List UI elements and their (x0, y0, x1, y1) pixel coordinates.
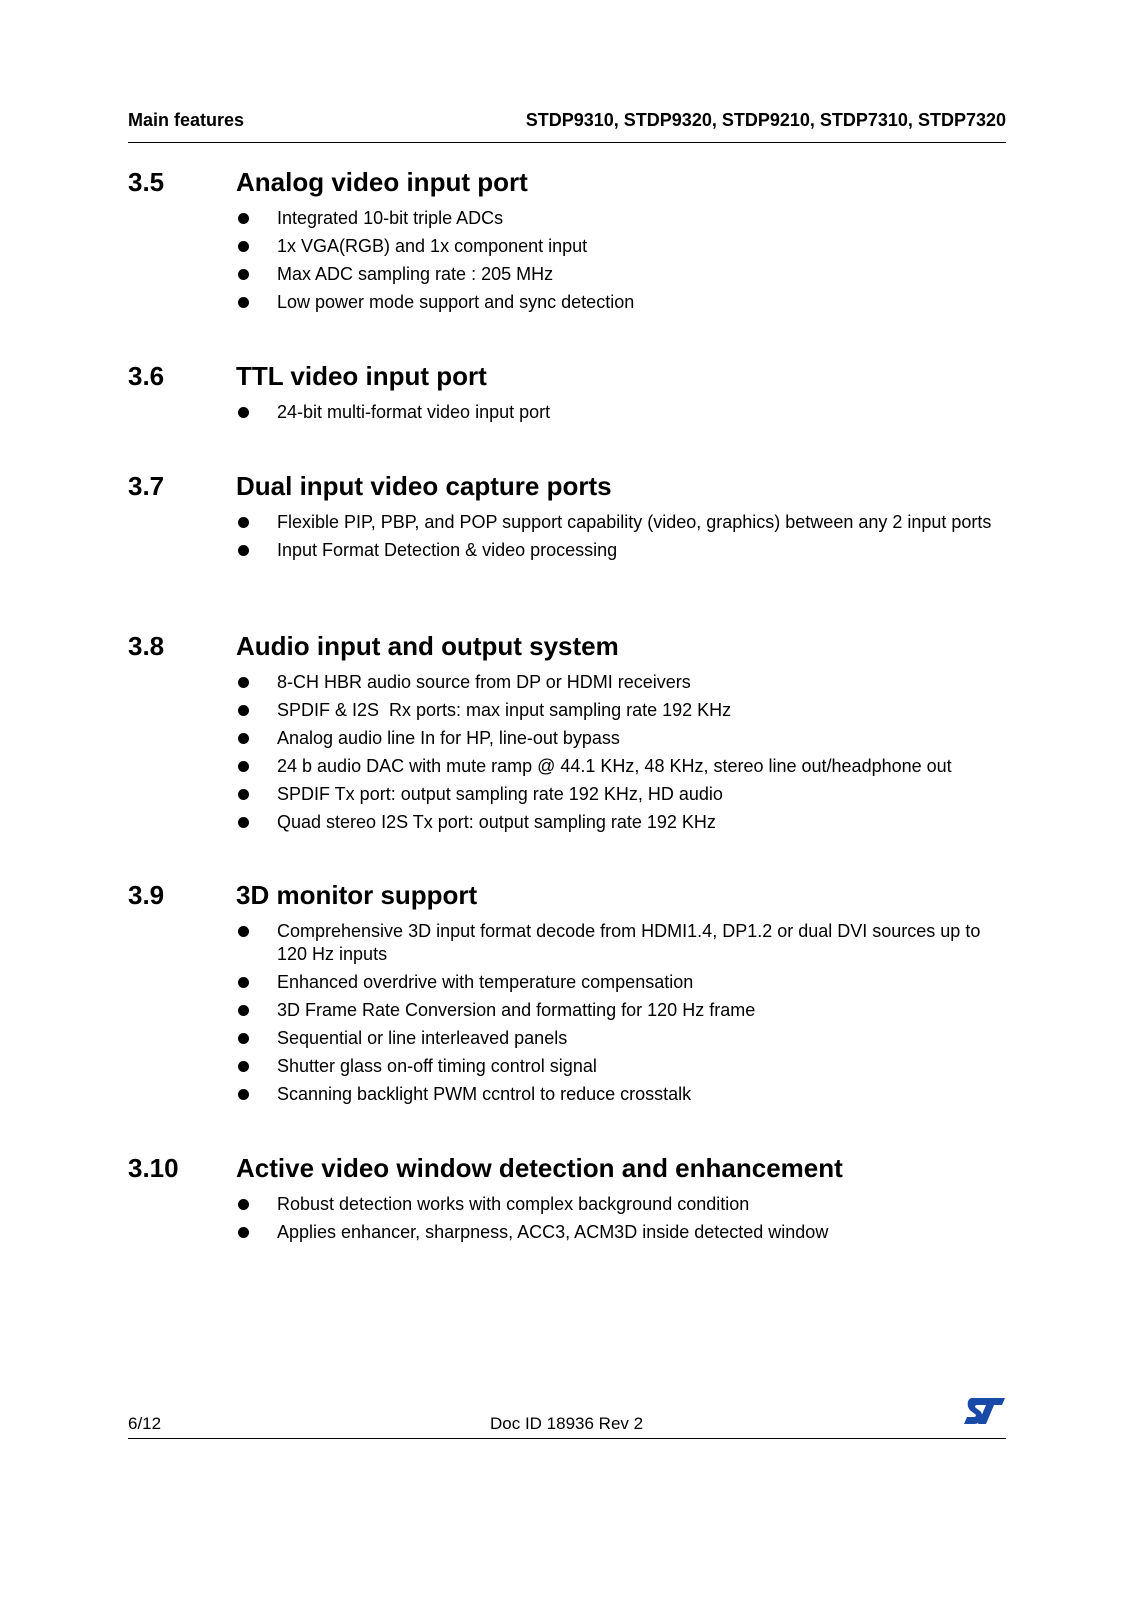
section-heading (128, 164, 1006, 200)
bullet-icon (238, 789, 249, 800)
section-title: TTL video input port (236, 361, 487, 391)
bullet-icon (238, 517, 249, 528)
list-item: 8-CH HBR audio source from DP or HDMI receivers (128, 671, 1006, 694)
list-item: 3D Frame Rate Conversion and formatting for 120 Hz frame (128, 999, 1006, 1022)
bullet-list (128, 401, 1006, 424)
section-number: 3.6 (128, 361, 165, 391)
section-heading (128, 1150, 1006, 1186)
list-item: Applies enhancer, sharpness, ACC3, ACM3D inside detected window (128, 1221, 1006, 1244)
bullet-list (128, 207, 1006, 314)
bullet-icon (238, 269, 249, 280)
section-title: Audio input and output system (236, 631, 619, 661)
bullet-icon (238, 1005, 249, 1016)
list-item: Quad stereo I2S Tx port: output sampling rate 192 KHz (128, 811, 1006, 834)
section-heading (128, 358, 1006, 394)
bullet-icon (238, 977, 249, 988)
bullet-icon (238, 926, 249, 937)
doc-id: Doc ID 18936 Rev 2 (490, 1414, 644, 1433)
bullet-icon (238, 1089, 249, 1100)
page-header (128, 110, 1006, 143)
section-3-6 (128, 358, 1006, 429)
page-number: 6/12 (128, 1414, 162, 1433)
section-3-5 (128, 164, 1006, 319)
bullet-icon (238, 297, 249, 308)
list-item: 24 b audio DAC with mute ramp @ 44.1 KHz, 48 KHz, stereo line out/headphone out (128, 755, 1006, 778)
bullet-icon (238, 1033, 249, 1044)
bullet-icon (238, 1061, 249, 1072)
bullet-list (128, 671, 1006, 834)
section-heading (128, 628, 1006, 664)
bullet-icon (238, 213, 249, 224)
list-item: Comprehensive 3D input format decode from HDMI1.4, DP1.2 or dual DVI sources up to 120 Hz inputs (128, 920, 1006, 966)
section-number: 3.5 (128, 167, 165, 197)
bullet-icon (238, 407, 249, 418)
list-item: Sequential or line interleaved panels (128, 1027, 1006, 1050)
section-number: 3.7 (128, 471, 165, 501)
section-3-7 (128, 468, 1006, 567)
list-item: 24-bit multi-format video input port (128, 401, 1006, 424)
bullet-icon (238, 733, 249, 744)
section-title: Dual input video capture ports (236, 471, 612, 501)
list-item: Max ADC sampling rate : 205 MHz (128, 263, 1006, 286)
list-item: Scanning backlight PWM ccntrol to reduce crosstalk (128, 1083, 1006, 1106)
bullet-list (128, 920, 1006, 1106)
page-footer (128, 1414, 1006, 1439)
section-heading (128, 877, 1006, 913)
list-item: Flexible PIP, PBP, and POP support capability (video, graphics) between any 2 input ports (128, 511, 1006, 534)
section-title: Analog video input port (236, 167, 528, 197)
bullet-icon (238, 241, 249, 252)
section-number: 3.8 (128, 631, 165, 661)
list-item: Shutter glass on-off timing control signal (128, 1055, 1006, 1078)
list-item: Integrated 10-bit triple ADCs (128, 207, 1006, 230)
bullet-icon (238, 1199, 249, 1210)
bullet-icon (238, 677, 249, 688)
bullet-icon (238, 817, 249, 828)
section-3-9 (128, 877, 1006, 1111)
bullet-icon (238, 545, 249, 556)
bullet-list (128, 1193, 1006, 1244)
list-item: Enhanced overdrive with temperature compensation (128, 971, 1006, 994)
section-title: 3D monitor support (236, 880, 478, 910)
section-heading (128, 468, 1006, 504)
section-3-10 (128, 1150, 1006, 1249)
section-number: 3.9 (128, 880, 165, 910)
bullet-icon (238, 761, 249, 772)
list-item: Low power mode support and sync detection (128, 291, 1006, 314)
list-item: 1x VGA(RGB) and 1x component input (128, 235, 1006, 258)
bullet-list (128, 511, 1006, 562)
bullet-icon (238, 1227, 249, 1238)
bullet-icon (238, 705, 249, 716)
list-item: SPDIF Tx port: output sampling rate 192 KHz, HD audio (128, 783, 1006, 806)
list-item: Analog audio line In for HP, line-out bypass (128, 727, 1006, 750)
section-number: 3.10 (128, 1153, 179, 1183)
header-product-list: STDP9310, STDP9320, STDP9210, STDP7310, STDP7320 (525, 110, 1006, 130)
header-section-title: Main features (128, 110, 245, 130)
section-3-8 (128, 628, 1006, 839)
section-title: Active video window detection and enhancement (236, 1153, 843, 1183)
st-logo-icon (962, 1396, 1006, 1426)
list-item: Robust detection works with complex background condition (128, 1193, 1006, 1216)
list-item: SPDIF & I2S Rx ports: max input sampling rate 192 KHz (128, 699, 1006, 722)
list-item: Input Format Detection & video processing (128, 539, 1006, 562)
